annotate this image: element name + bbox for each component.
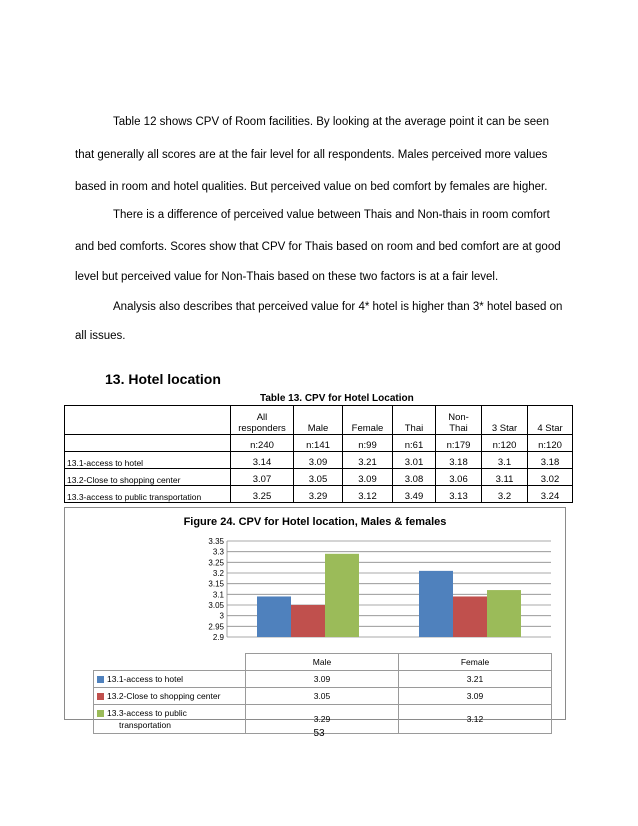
y-tick-label: 3 [219, 611, 224, 621]
y-tick-label: 3.05 [208, 601, 224, 610]
table-caption: Table 13. CPV for Hotel Location [260, 393, 414, 404]
legend-header-row [94, 654, 552, 671]
data-label: 3.09 [246, 671, 399, 688]
bar [325, 554, 359, 637]
paragraph-line: level but perceived value for Non-Thais based on these two factors is at a fair level. [75, 271, 499, 283]
bar [487, 590, 521, 637]
count-cell: n:141 [294, 435, 343, 452]
legend-entry: 13.3-access to public transportation [94, 705, 246, 734]
bar [257, 596, 291, 637]
category-label: Male [246, 654, 399, 671]
value-cell: 3.18 [528, 452, 573, 469]
table-row [65, 486, 573, 503]
bar-chart [65, 508, 565, 653]
bar [453, 596, 487, 637]
count-cell: n:240 [231, 435, 294, 452]
y-tick-label: 2.95 [208, 622, 224, 632]
value-cell: 3.07 [231, 469, 294, 486]
y-tick-label: 3.25 [208, 558, 224, 568]
legend-swatch [97, 693, 104, 700]
value-cell: 3.25 [231, 486, 294, 503]
y-tick-label: 3.2 [212, 569, 224, 578]
paragraph-line: Analysis also describes that perceived value for 4* hotel is higher than 3* hotel based on [113, 301, 563, 313]
legend-row [94, 688, 552, 705]
column-header: All responders [231, 406, 294, 435]
data-label: 3.12 [399, 705, 552, 734]
value-cell: 3.02 [528, 469, 573, 486]
value-cell: 3.29 [294, 486, 343, 503]
bar [291, 605, 325, 637]
legend-swatch [97, 710, 104, 717]
value-cell: 3.24 [528, 486, 573, 503]
data-label: 3.09 [399, 688, 552, 705]
legend-swatch [97, 676, 104, 683]
table-counts-row [65, 435, 573, 452]
value-cell: 3.09 [343, 469, 393, 486]
page-number: 53 [313, 728, 325, 739]
value-cell: 3.14 [231, 452, 294, 469]
table-row [65, 452, 573, 469]
count-cell: n:99 [343, 435, 393, 452]
value-cell: 3.06 [436, 469, 482, 486]
legend-corner [94, 654, 246, 671]
legend-entry: 13.1-access to hotel [94, 671, 246, 688]
cpv-table [64, 405, 573, 503]
paragraph-line: Table 12 shows CPV of Room facilities. By looking at the average point it can be seen [113, 116, 549, 128]
corner-cell [65, 406, 231, 435]
y-tick-label: 3.1 [212, 590, 224, 600]
count-cell: n:179 [436, 435, 482, 452]
paragraph-line: based in room and hotel qualities. But perceived value on bed comfort by females are higher. [75, 181, 548, 193]
count-cell: n:61 [393, 435, 436, 452]
y-tick-label: 3.15 [208, 579, 224, 589]
column-header: 3 Star [482, 406, 528, 435]
paragraph-line: There is a difference of perceived value between Thais and Non-thais in room comfort [113, 209, 550, 221]
bar [419, 571, 453, 637]
value-cell: 3.49 [393, 486, 436, 503]
row-label: 13.2-Close to shopping center [65, 469, 231, 486]
data-label: 3.21 [399, 671, 552, 688]
legend-row [94, 671, 552, 688]
section-heading: 13. Hotel location [105, 371, 221, 387]
y-tick-label: 3.35 [208, 537, 224, 546]
value-cell: 3.12 [343, 486, 393, 503]
paragraph-line: all issues. [75, 330, 126, 342]
value-cell: 3.08 [393, 469, 436, 486]
column-header: Female [343, 406, 393, 435]
legend-entry: 13.2-Close to shopping center [94, 688, 246, 705]
value-cell: 3.01 [393, 452, 436, 469]
chart-title: Figure 24. CPV for Hotel location, Males & females [183, 516, 447, 528]
corner-cell [65, 435, 231, 452]
column-header: Thai [393, 406, 436, 435]
row-label: 13.3-access to public transportation [65, 486, 231, 503]
value-cell: 3.05 [294, 469, 343, 486]
table-header-row [65, 406, 573, 435]
chart-frame [64, 507, 566, 730]
category-label: Female [399, 654, 552, 671]
y-tick-label: 2.9 [212, 633, 224, 642]
paragraph-line: and bed comforts. Scores show that CPV for Thais based on room and bed comfort are at good [75, 241, 561, 253]
value-cell: 3.1 [482, 452, 528, 469]
value-cell: 3.2 [482, 486, 528, 503]
y-tick-label: 3.3 [212, 547, 224, 557]
value-cell: 3.13 [436, 486, 482, 503]
count-cell: n:120 [482, 435, 528, 452]
table-row [65, 469, 573, 486]
column-header: 4 Star [528, 406, 573, 435]
data-label: 3.05 [246, 688, 399, 705]
paragraph-line: that generally all scores are at the fair level for all respondents. Males perceived more values [75, 149, 548, 161]
data-label: 3.29 [246, 705, 399, 734]
column-header: Male [294, 406, 343, 435]
count-cell: n:120 [528, 435, 573, 452]
value-cell: 3.11 [482, 469, 528, 486]
chart-data-table [93, 653, 552, 734]
value-cell: 3.09 [294, 452, 343, 469]
column-header: Non- Thai [436, 406, 482, 435]
value-cell: 3.21 [343, 452, 393, 469]
value-cell: 3.18 [436, 452, 482, 469]
row-label: 13.1-access to hotel [65, 452, 231, 469]
